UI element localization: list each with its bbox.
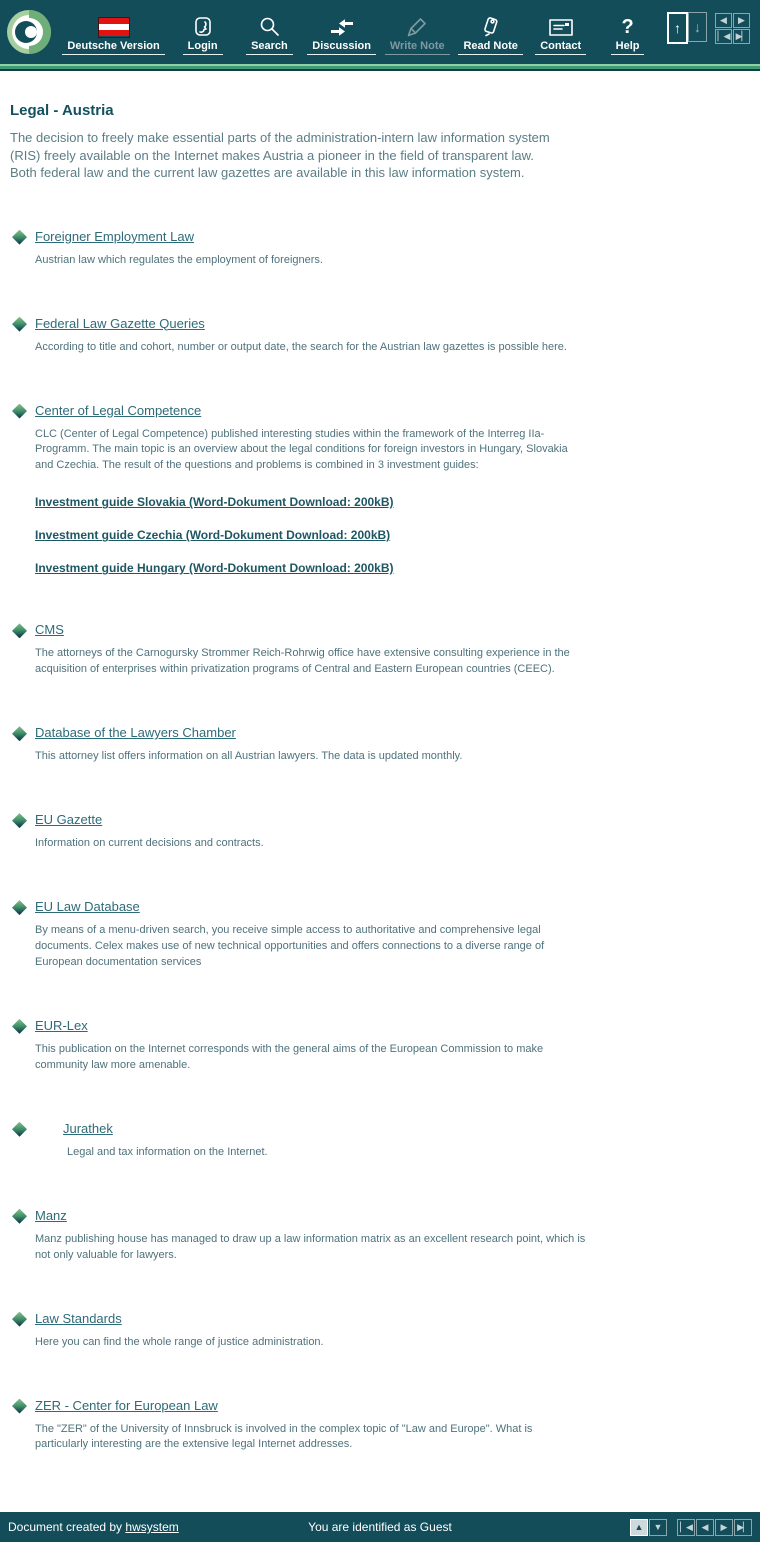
list-item-federal-law-gazette-queries [10,315,760,356]
diamond-bullet-icon [12,317,27,332]
item-description: The "ZER" of the University of Innsbruck is involved in the complex topic of "Law and Europe". What is particularly interesting are the extensive legal Internet addresses. [35,1422,533,1451]
pencil-icon [405,15,429,39]
scroll-down-button[interactable]: ↓ [688,12,707,42]
list-item-eu-law-database [10,898,760,971]
top-toolbar [0,0,760,62]
first-page-button[interactable]: ▏◀ [715,29,732,44]
sub-link-1[interactable]: Investment guide Czechia (Word-Dokument Download: 200kB) [35,528,391,543]
diamond-bullet-icon [12,813,27,828]
link-foreigner-employment-law[interactable]: Foreigner Employment Law [35,228,194,244]
footer-bar [0,1512,760,1542]
hwsystem-link[interactable]: hwsystem [125,1520,179,1534]
link-manz[interactable]: Manz [35,1207,67,1223]
diamond-bullet-icon [12,1209,27,1224]
austrian-flag-icon [98,15,130,39]
footer-scroll-down-button[interactable]: ▼ [649,1519,667,1536]
list-item-manz [10,1207,760,1264]
diamond-bullet-icon [12,726,27,741]
nav-item-label: Help [611,40,645,55]
header-pager [667,12,750,44]
item-description: Here you can find the whole range of justice administration. [35,1335,324,1348]
link-cms[interactable]: CMS [35,622,64,638]
footer-created-by-text: Document created by [8,1520,126,1534]
list-item-law-standards [10,1310,760,1351]
nav-item-login[interactable] [174,15,232,55]
nav-item-write-note [385,15,450,55]
envelope-icon [548,15,574,39]
sub-link-group [35,495,760,575]
link-center-of-legal-competence[interactable]: Center of Legal Competence [35,402,202,418]
person-face-icon [191,15,215,39]
sub-link-0[interactable]: Investment guide Slovakia (Word-Dokument Download: 200kB) [35,495,394,510]
footer-pager [630,1519,752,1536]
next-page-button[interactable]: ▶ [733,13,750,28]
scroll-up-button[interactable]: ↑ [667,12,688,44]
list-item-eu-gazette [10,811,760,852]
nav-item-discussion[interactable] [307,15,376,55]
page-title: Legal - Austria [10,102,114,119]
link-jurathek[interactable]: Jurathek [63,1120,113,1136]
item-description: This attorney list offers information on all Austrian lawyers. The data is updated monthly. [35,750,463,763]
diamond-bullet-icon [12,1122,27,1137]
prev-page-button[interactable]: ◀ [715,13,732,28]
diamond-bullet-icon [12,230,27,245]
link-law-standards[interactable]: Law Standards [35,1310,122,1326]
sub-link-2[interactable]: Investment guide Hungary (Word-Dokument Download: 200kB) [35,561,394,576]
diamond-bullet-icon [12,1019,27,1034]
list-item-cms [10,621,760,678]
item-description: Information on current decisions and contracts. [35,837,264,850]
link-database-of-the-lawyers-chamber[interactable]: Database of the Lawyers Chamber [35,725,236,741]
main-content [0,72,760,1453]
diamond-bullet-icon [12,1399,27,1414]
last-page-button[interactable]: ▶▏ [733,29,750,44]
item-description: CLC (Center of Legal Competence) published interesting studies within the framework of the Interreg IIa-Programm. The main topic is an overview about the legal conditions for foreign investors in Hungary, Slovakia and Czechia. The result of the questions and problems is combined in 3 investment guides: [35,427,568,472]
nav-item-read-note[interactable] [458,15,522,55]
footer-last-page-button[interactable]: ▶▏ [734,1519,752,1536]
item-description: By means of a menu-driven search, you receive simple access to authoritative and comprehensive legal documents. Celex makes use of new technical opportunities and offers connections to a diverse range of European documentation services [35,924,545,968]
list-item-zer-center-for-european-law [10,1397,760,1454]
diamond-bullet-icon [12,900,27,915]
footer-prev-page-button[interactable]: ◀ [696,1519,714,1536]
footer-next-page-button[interactable]: ▶ [715,1519,733,1536]
note-pencil-icon [479,15,503,39]
list-item-center-of-legal-competence [10,402,760,576]
nav-item-search[interactable] [240,15,298,55]
nav-item-label: Deutsche Version [62,40,164,55]
diamond-bullet-icon [12,623,27,638]
diamond-bullet-icon [12,1312,27,1327]
footer-scroll-up-button[interactable]: ▲ [630,1519,648,1536]
opposing-arrows-icon [329,15,355,39]
nav-item-contact[interactable] [532,15,590,55]
nav-item-help[interactable] [599,15,657,55]
intro-paragraph: The decision to freely make essential parts of the administration-intern law information system (RIS) freely available on the Internet makes Austria a pioneer in the field of transparent law. Both federal law and the current law gazettes are available in this law information system. [10,130,550,181]
question-mark-icon: ? [621,16,634,38]
link-zer-center-for-european-law[interactable]: ZER - Center for European Law [35,1397,218,1413]
item-description: The attorneys of the Carnogursky Strommer Reich-Rohrwig office have extensive consulting experience in the acquisition of enterprises within privatization programs of Central and Eastern European countries (CEEC). [35,647,570,676]
list-item-database-of-the-lawyers-chamber [10,724,760,765]
nav-item-label: Contact [535,40,586,55]
item-description: Austrian law which regulates the employment of foreigners. [35,253,323,266]
item-description: This publication on the Internet corresponds with the general aims of the European Commission to make community law more amenable. [35,1042,544,1071]
header-accent-divider [0,62,760,72]
link-federal-law-gazette-queries[interactable]: Federal Law Gazette Queries [35,315,205,331]
list-item-foreigner-employment-law [10,228,760,269]
nav-item-label: Login [183,40,223,55]
list-item-jurathek [10,1120,760,1161]
item-description: Legal and tax information on the Internet. [67,1145,268,1158]
item-description: According to title and cohort, number or output date, the search for the Austrian law gazettes is possible here. [35,340,567,353]
list-item-eur-lex [10,1017,760,1074]
site-logo-icon [6,9,52,55]
link-list [10,228,760,1454]
footer-created-by [8,1520,179,1534]
header-nav [58,3,661,59]
diamond-bullet-icon [12,404,27,419]
nav-item-deutsche-version[interactable] [62,15,164,55]
item-description: Manz publishing house has managed to draw up a law information matrix as an excellent research point, which is not only valuable for lawyers. [35,1232,586,1261]
nav-item-label: Write Note [385,40,450,55]
link-eu-gazette[interactable]: EU Gazette [35,812,103,828]
nav-item-label: Discussion [307,40,376,55]
nav-item-label: Search [246,40,293,55]
magnifier-icon [257,15,281,39]
footer-first-page-button[interactable]: ▏◀ [677,1519,695,1536]
footer-identity: You are identified as Guest [308,1520,452,1534]
link-eu-law-database[interactable]: EU Law Database [35,899,140,915]
link-eur-lex[interactable]: EUR-Lex [35,1017,88,1033]
nav-item-label: Read Note [458,40,522,55]
